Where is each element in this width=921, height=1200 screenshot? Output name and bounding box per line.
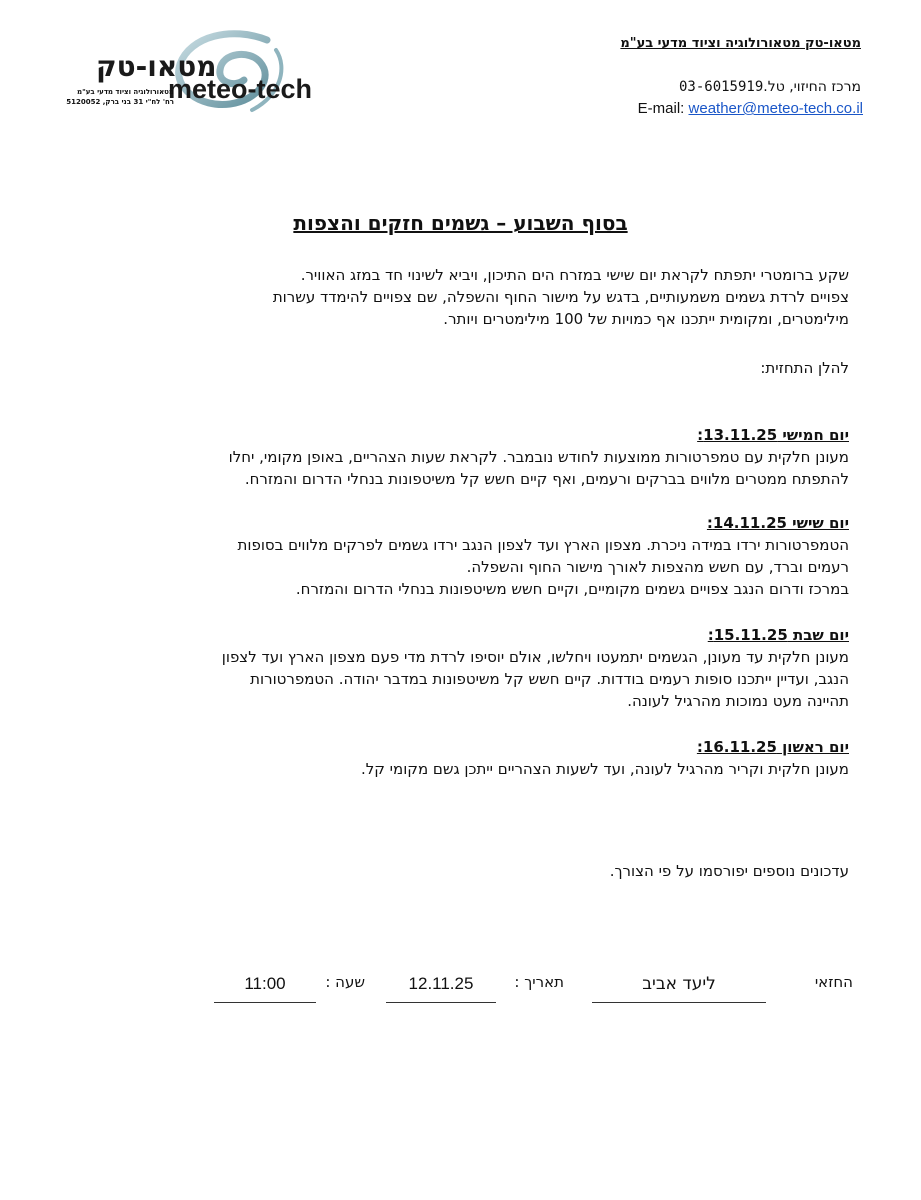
day-heading: יום שישי 14.11.25:	[706, 514, 849, 532]
day-heading: יום ראשון 16.11.25:	[696, 738, 849, 756]
day-forecast-sunday	[59, 736, 849, 780]
day-line: מעונן חלקית וקריר מהרגיל לעונה, ועד לשעות הצהריים ייתכן גשם מקומי קל.	[360, 760, 849, 778]
day-line: הטמפרטורות ירדו במידה ניכרת. מצפון הארץ ועד לצפון הנגב ירדו גשמים לפרקים מלווים בסופות	[237, 536, 849, 554]
email-label: E-mail:	[637, 100, 685, 117]
day-line: במרכז ודרום הנגב צפויים גשמים מקומיים, וקיים חשש משיטפונות בנחלי הדרום והמזרח.	[295, 580, 849, 598]
time-field: 11:00	[214, 974, 316, 1003]
logo-subline-2: רח' לח"י 31 בני ברק, 5120052	[66, 98, 174, 106]
day-line: מעונן חלקית עד מעונן, הגשמים יתמעטו ויחלשו, אולם יוסיפו לרדת מדי פעם מצפון הארץ ועד לצפון	[221, 648, 849, 666]
company-name: מטאו-טק מטאורולוגיה וציוד מדעי בע"מ	[620, 36, 861, 51]
logo-subline-1: מטאורולוגיה וציוד מדעי בע"מ	[77, 88, 174, 96]
day-heading: יום חמישי 13.11.25:	[697, 426, 849, 444]
intro-paragraph	[59, 264, 849, 330]
day-forecast-saturday	[59, 624, 849, 712]
day-forecast-friday	[59, 512, 849, 600]
date-label: תאריך :	[514, 973, 564, 991]
email-line	[638, 100, 863, 117]
date-field: 12.11.25	[386, 974, 496, 1003]
forecast-label: להלן התחזית:	[760, 359, 849, 377]
intro-line: מילימטרים, ומקומית ייתכנו אף כמויות של 100 מילימטרים ויותר.	[443, 310, 849, 328]
document-title: בסוף השבוע – גשמים חזקים והצפות	[293, 211, 628, 235]
day-line: להתפתח ממטרים מלווים בברקים ורעמים, ואף קיים חשש קל משיטפונות בנחלי הדרום והמזרח.	[244, 470, 849, 488]
day-line: מעונן חלקית עם טמפרטורות ממוצעות לחודש נובמבר. לקראת שעות הצהריים, באופן מקומי, יחלו	[228, 448, 849, 466]
intro-line: צפויים לרדת גשמים משמעותיים, בדגש על מישור החוף והשפלה, שם צפויים להימדד עשרות	[272, 288, 849, 306]
logo-latin-text: meteo-tech	[168, 74, 313, 104]
day-line: רעמים וברד, עם חשש מהצפות לאורך מישור החוף והשפלה.	[466, 558, 849, 576]
day-heading: יום שבת 15.11.25:	[707, 626, 849, 644]
logo-hebrew-text: מטאו-טק	[96, 50, 217, 83]
time-label: שעה :	[325, 973, 365, 991]
forecast-center-line	[679, 79, 861, 95]
day-line: הנגב, ועדיין ייתכנו סופות רעמים בודדות. קיים חשש קל משיטפונות במדבר יהודה. הטמפרטורות	[250, 670, 849, 688]
updates-note: עדכונים נוספים יפורסמו על פי הצורך.	[609, 862, 849, 880]
intro-line: שקע ברומטרי יתפתח לקראת יום שישי במזרח הים התיכון, ויביא לשינוי חד במזג האוויר.	[300, 266, 849, 284]
day-line: תהיינה מעט נמוכות מהרגיל לעונה.	[627, 692, 849, 710]
forecaster-label: החזאי	[814, 973, 853, 991]
day-forecast-thursday	[59, 424, 849, 490]
company-logo	[62, 28, 324, 116]
center-label: מרכז החיזוי, טל.	[763, 79, 861, 95]
email-link[interactable]: weather@meteo-tech.co.il	[688, 100, 863, 117]
phone-number: 03-6015919	[678, 79, 764, 95]
forecaster-name-field: ליעד אביב	[592, 974, 766, 1003]
